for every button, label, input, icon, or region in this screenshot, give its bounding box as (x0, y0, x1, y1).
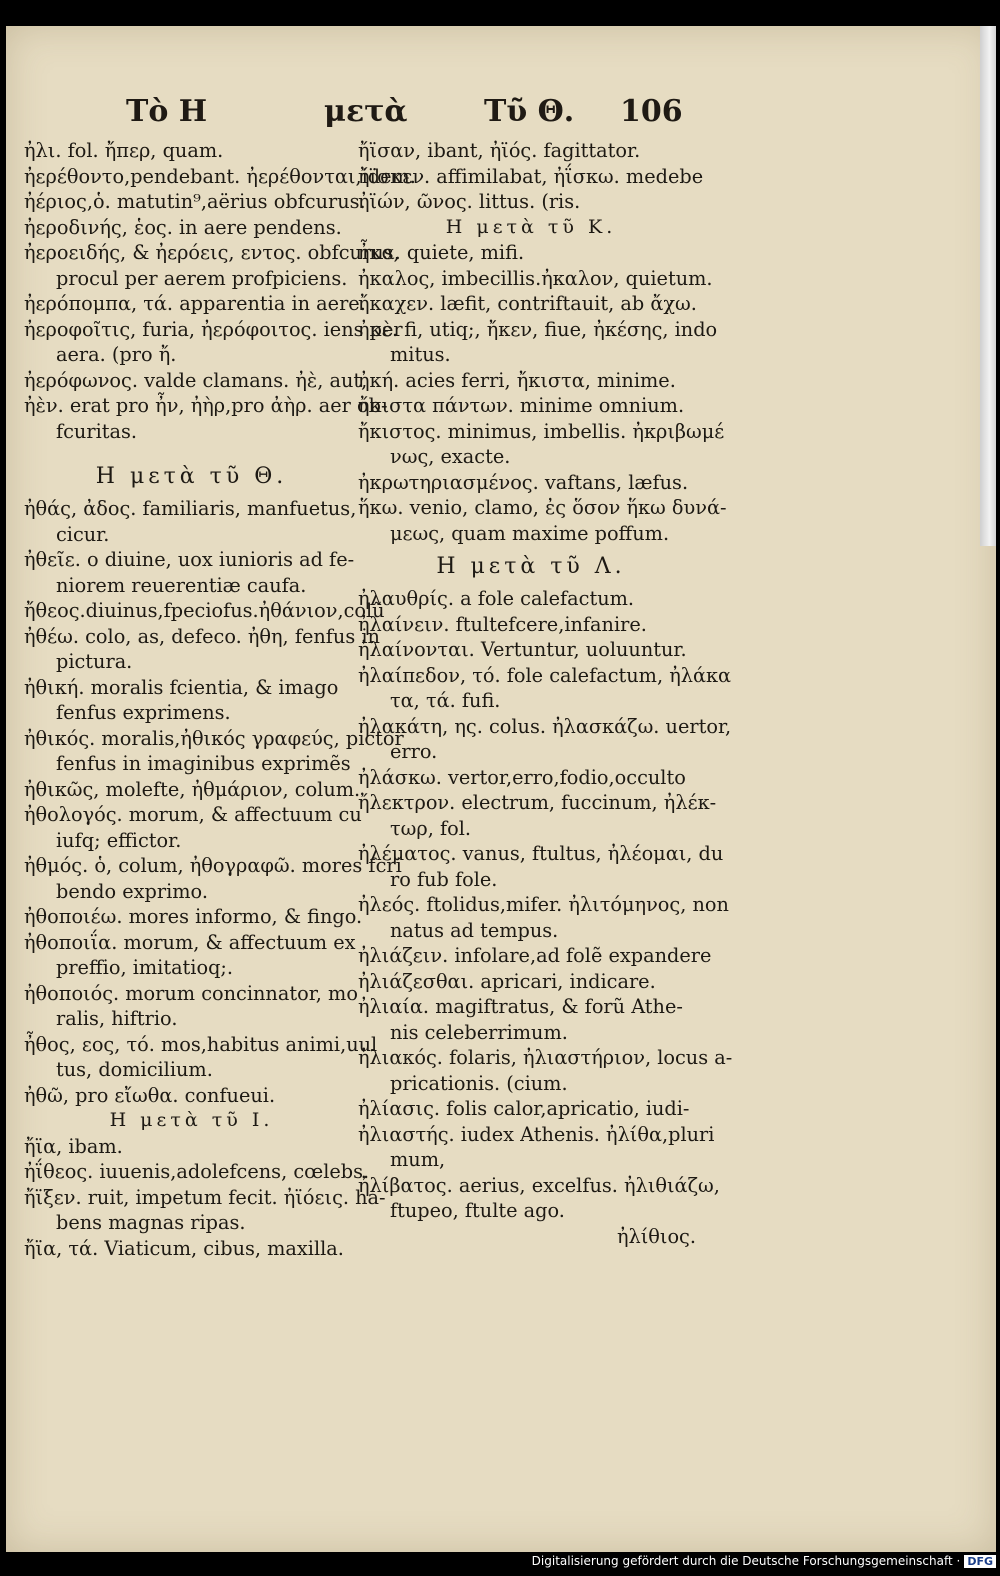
dfg-logo: DFG (964, 1555, 996, 1568)
entry-line: ἠθικῶς, molefte, ἠθμάριον, colum. (24, 777, 361, 801)
entry-line: ἠλιάζειν. infolare,ad folẽ expandere (358, 944, 712, 967)
entry-line: ἤϊσκεν. affimilabat, ἠΐσκω. medebe (358, 164, 704, 188)
entry-line: bendo exprimo. (56, 879, 208, 903)
entry-line: fenfus exprimens. (56, 701, 231, 724)
credit-text: Digitalisierung gefördert durch die Deutsche Forschungsgemeinschaft · (531, 1554, 961, 1568)
entry-line: iufq; effictor. (56, 828, 182, 852)
entry-line: bens magnas ripas. (56, 1211, 246, 1234)
entry-line: ἠεροφοῖτις, furia, ἠερόφοιτος. iens per (24, 317, 403, 341)
entry-line: ἠθέω. colo, as, defeco. ἠθη, fenfus in (24, 624, 380, 648)
entry-line: ἠλέματος. vanus, ftultus, ἠλέομαι, du (358, 842, 724, 865)
entry-line: ἠθοποιός. morum concinnator, mo (24, 981, 358, 1005)
section-heading-kappa: Η μετὰ τῦ Κ. (445, 215, 617, 238)
entry-line: ἠερόπομπα, τά. apparentia in aere. (24, 292, 366, 315)
entry-line: ralis, hiftrio. (56, 1007, 178, 1030)
entry-line: ἠθική. moralis fcientia, & imago (24, 675, 339, 699)
entry-line: ἤϊα, ibam. (24, 1134, 123, 1158)
entry-line: ἦκα. quiete, mifi. (358, 241, 525, 264)
section-heading-iota: Η μετὰ τῦ Ι. (109, 1109, 274, 1131)
entry-line: ἠθικός. moralis,ἠθικός γραφεύς, pictor (24, 726, 404, 750)
entry-line: ἠέριος,ὁ. matutin⁹,aërius obfcurus. (24, 190, 366, 213)
catchword: ἠλίθιος. (616, 1224, 696, 1248)
entry-line: ἤκαχεν. læfit, contriftauit, ab ἄχω. (358, 292, 697, 315)
entry-line: fenfus in imaginibus exprimẽs (56, 752, 351, 775)
entry-line: ftupeo, ftulte ago. (390, 1199, 565, 1222)
entry-line: ἤϊσαν, ibant, ἠϊός. fagittator. (358, 139, 641, 162)
entry-line: niorem reuerentiæ caufa. (56, 573, 307, 597)
entry-line: ἠϊών, ῶνος. littus. (ris. (358, 190, 581, 213)
entry-line: ἠκή. acies ferri, ἤκιστα, minime. (358, 368, 676, 392)
entry-line: ἠλακάτη, ης. colus. ἠλασκάζω. uertor, (358, 714, 732, 738)
entry-line: ἤλεκτρον. electrum, fuccinum, ἠλέκ- (358, 791, 717, 814)
entry-line: ἠερέθοντο,pendebant. ἠερέθονται,idem. (24, 164, 416, 188)
entry-line: preffio, imitatioq;. (56, 956, 234, 979)
entry-line: ἤϊα, τά. Viaticum, cibus, maxilla. (24, 1236, 344, 1260)
entry-line: tus, domicilium. (56, 1058, 213, 1081)
entry-line: ἠλιαστής. iudex Athenis. ἠλίθα,pluri (358, 1122, 715, 1146)
section-heading-lambda: Η μετὰ τῦ Λ. (436, 554, 626, 579)
entry-line: τα, τά. fufi. (390, 689, 501, 712)
entry-line: ἠεροδινής, ἑος. in aere pendens. (24, 215, 342, 239)
entry-line: ἦθος, εος, τό. mos,habitus animi,uul (24, 1032, 378, 1056)
entry-line: pricationis. (cium. (390, 1071, 568, 1095)
entry-line: ἠερόφωνος. valde clamans. ἠὲ, aut, (24, 368, 368, 392)
entry-line: ro fub fole. (390, 867, 498, 891)
entry-line: ἠλίβατος. aerius, excelfus. ἠλιθιάζω, (358, 1173, 720, 1197)
entry-line: ἠθάς, ἀδος. familiaris, manfuetus, (24, 497, 357, 520)
entry-line: ἠΐθεος. iuuenis,adolefcens, cœlebs. (24, 1160, 370, 1183)
entry-line: νως, exacte. (390, 445, 511, 468)
entry-line: ἠλαίνονται. Vertuntur, uoluuntur. (358, 638, 687, 661)
header-center: μετὰ (324, 94, 408, 129)
book-page (6, 26, 996, 1552)
entry-line: ἠλιακός. folaris, ἠλιαστήριον, locus a- (358, 1046, 733, 1069)
page-number: 106 (620, 94, 683, 129)
entry-line: ἠεροειδής, & ἠερόεις, εντος. obfcurus, (24, 241, 400, 264)
running-header (6, 94, 996, 134)
entry-line: ἠλι. fol. ἤπερ, quam. (24, 139, 224, 162)
entry-line: ἠκὲ. fi, utiq;, ἤκεν, fiue, ἠκέσης, indo (358, 317, 718, 341)
entry-line: mum, (390, 1148, 446, 1171)
entry-line: ἠλαίπεδον, τό. fole calefactum, ἠλάκα (358, 663, 732, 687)
entry-line: ἠθμός. ὁ, colum, ἠθογραφῶ. mores fcri (24, 854, 402, 877)
entry-line: ἤϊξεν. ruit, impetum fecit. ἠϊόεις. ha- (24, 1185, 386, 1209)
entry-line: ἠθοποιέω. mores informo, & fingo. (24, 905, 363, 928)
entry-line: aera. (pro ἤ. (56, 343, 177, 366)
entry-line: ἠλαίνειν. ftultefcere,infanire. (358, 612, 647, 636)
entry-line: ἠλεός. ftolidus,mifer. ἠλιτόμηνος, non (358, 893, 729, 916)
entry-line: ἠλιάζεσθαι. apricari, indicare. (358, 969, 656, 993)
entry-line: erro. (390, 740, 438, 763)
entry-line: ἠθῶ, pro εἴωθα. confueui. (24, 1083, 276, 1107)
entry-line: ἥκω. venio, clamo, ἐς ὅσον ἥκω δυνά- (358, 496, 727, 519)
entry-line: ἤκιστα πάντων. minime omnium. (358, 394, 685, 417)
entry-line: fcuritas. (56, 419, 138, 443)
entry-line: mitus. (390, 343, 451, 366)
entry-line: ἠθολογός. morum, & affectuum cu (24, 803, 362, 826)
entry-line: ἠλίασις. folis calor,apricatio, iudi- (358, 1097, 690, 1120)
digitization-credit (532, 1554, 996, 1574)
right-column (358, 138, 733, 1249)
entry-line: ἠκαλος, imbecillis.ἠκαλον, quietum. (358, 266, 713, 290)
entry-line: ἠλάσκω. vertor,erro,fodio,occulto (358, 765, 686, 789)
entry-line: natus ad tempus. (390, 918, 559, 942)
entry-line: τωρ, fol. (390, 816, 472, 840)
entry-line: nis celeberrimum. (390, 1020, 568, 1044)
header-right: Τῦ Θ. (484, 94, 575, 129)
entry-line: pictura. (56, 650, 133, 673)
section-heading-theta: Η μετὰ τῦ Θ. (95, 464, 288, 489)
entry-line: procul per aerem profpiciens. (56, 266, 348, 290)
entry-line: ἤθεος.diuinus,fpeciofus.ἠθάνιον,colũ (24, 599, 385, 622)
entry-line: ἠκρωτηριασμένος. vaftans, læfus. (358, 470, 689, 494)
entry-line: ἤκιστος. minimus, imbellis. ἠκριβωμέ (358, 419, 725, 443)
entry-line: cicur. (56, 522, 110, 546)
entry-line: ἠλαυθρίς. a fole calefactum. (358, 587, 635, 610)
entry-line: μεως, quam maxime poffum. (390, 521, 670, 545)
entry-line: ἠὲν. erat pro ἦν, ἠὴρ,pro ἀὴρ. aer ob- (24, 394, 388, 417)
entry-line: ἠλιαία. magiftratus, & forũ Athe- (358, 995, 683, 1018)
entry-line: ἠθοποιΐα. morum, & affectuum ex (24, 930, 356, 954)
entry-line: ἠθεῖε. o diuine, uox iunioris ad fe- (24, 548, 355, 571)
header-left: Τὸ Η (126, 94, 208, 129)
